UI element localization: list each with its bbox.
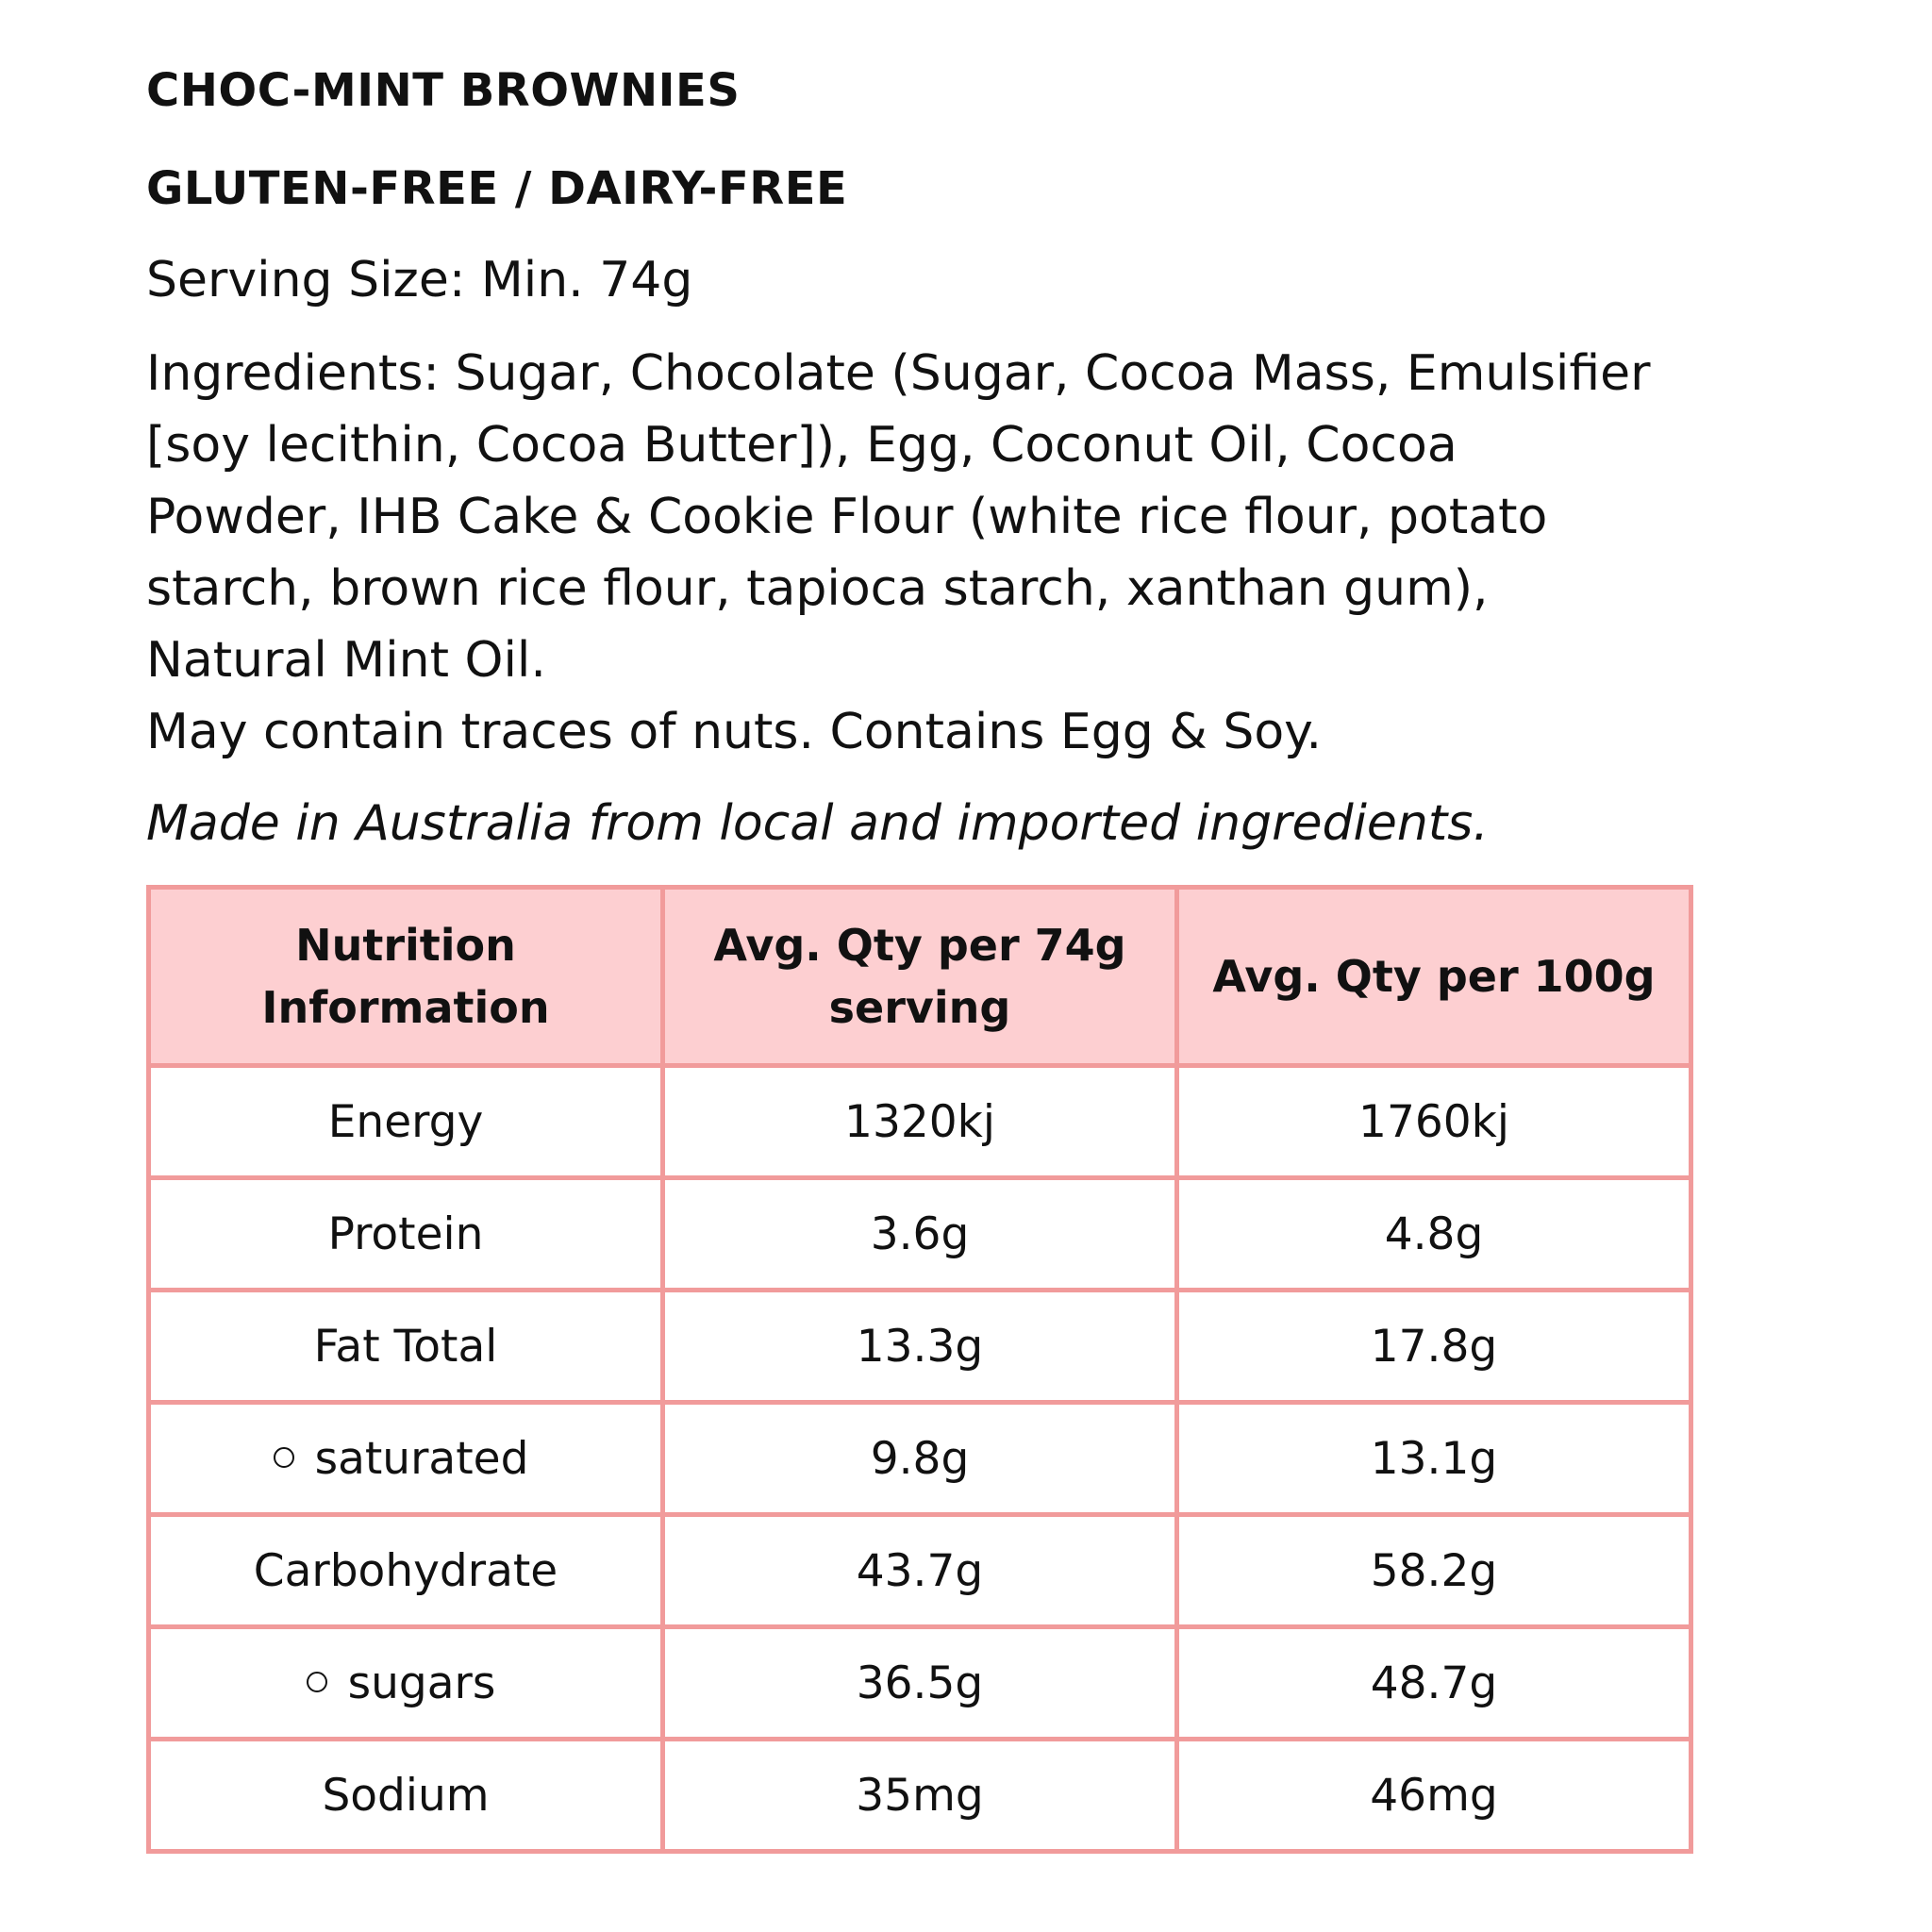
table-row — [149, 1066, 1691, 1178]
header-per-serving — [663, 888, 1177, 1066]
header-col1-line1: Nutrition — [295, 920, 516, 971]
nutrient-name: Sodium — [149, 1740, 663, 1852]
per-serving-value: 3.6g — [663, 1178, 1177, 1291]
ingredients-line: [soy lecithin, Cocoa Butter]), Egg, Coconut Oil, Cocoa — [146, 417, 1457, 474]
table-row — [149, 1515, 1691, 1627]
hollow-circle-bullet-icon — [274, 1447, 294, 1468]
nutrition-table — [146, 885, 1693, 1854]
per-100g-value: 58.2g — [1177, 1515, 1691, 1627]
nutrient-name: Fat Total — [149, 1291, 663, 1403]
per-100g-value: 48.7g — [1177, 1627, 1691, 1740]
per-serving-value: 9.8g — [663, 1403, 1177, 1515]
ingredients-line: Natural Mint Oil. — [146, 632, 546, 689]
nutrient-name: saturated — [314, 1432, 529, 1485]
table-row — [149, 1178, 1691, 1291]
nutrient-name-cell — [149, 1403, 663, 1515]
serving-size: Serving Size: Min. 74g — [146, 252, 693, 308]
ingredients-line: Powder, IHB Cake & Cookie Flour (white rice flour, potato — [146, 489, 1548, 545]
header-col2-line1: Avg. Qty per 74g — [713, 920, 1126, 971]
nutrient-name: Carbohydrate — [149, 1515, 663, 1627]
table-row — [149, 1627, 1691, 1740]
nutrient-name: sugars — [347, 1657, 496, 1709]
nutrient-name: Protein — [149, 1178, 663, 1291]
header-per-100g: Avg. Qty per 100g — [1177, 888, 1691, 1066]
per-100g-value: 1760kj — [1177, 1066, 1691, 1178]
per-serving-value: 35mg — [663, 1740, 1177, 1852]
header-col1-line2: Information — [261, 982, 550, 1033]
ingredients-line: Ingredients: Sugar, Chocolate (Sugar, Cocoa Mass, Emulsifier — [146, 345, 1651, 402]
per-serving-value: 43.7g — [663, 1515, 1177, 1627]
per-serving-value: 13.3g — [663, 1291, 1177, 1403]
per-100g-value: 46mg — [1177, 1740, 1691, 1852]
per-100g-value: 17.8g — [1177, 1291, 1691, 1403]
product-label — [146, 58, 1712, 1854]
ingredients-line: starch, brown rice flour, tapioca starch, xanthan gum), — [146, 560, 1489, 617]
hollow-circle-bullet-icon — [307, 1672, 327, 1692]
origin-statement: Made in Australia from local and imported ingredients. — [146, 795, 1489, 852]
allergen-statement: May contain traces of nuts. Contains Egg & Soy. — [146, 704, 1323, 760]
product-title: CHOC-MINT BROWNIES — [146, 64, 741, 117]
per-serving-value: 1320kj — [663, 1066, 1177, 1178]
ingredients-text — [146, 338, 1712, 768]
table-row — [149, 1740, 1691, 1852]
nutrition-header-row — [149, 888, 1691, 1066]
table-row — [149, 1403, 1691, 1515]
header-col2-line2: serving — [828, 982, 1011, 1033]
header-nutrition-information — [149, 888, 663, 1066]
product-subtitle: GLUTEN-FREE / DAIRY-FREE — [146, 162, 848, 215]
nutrient-name: Energy — [149, 1066, 663, 1178]
per-100g-value: 4.8g — [1177, 1178, 1691, 1291]
nutrient-name-cell — [149, 1627, 663, 1740]
per-serving-value: 36.5g — [663, 1627, 1177, 1740]
table-row — [149, 1291, 1691, 1403]
per-100g-value: 13.1g — [1177, 1403, 1691, 1515]
